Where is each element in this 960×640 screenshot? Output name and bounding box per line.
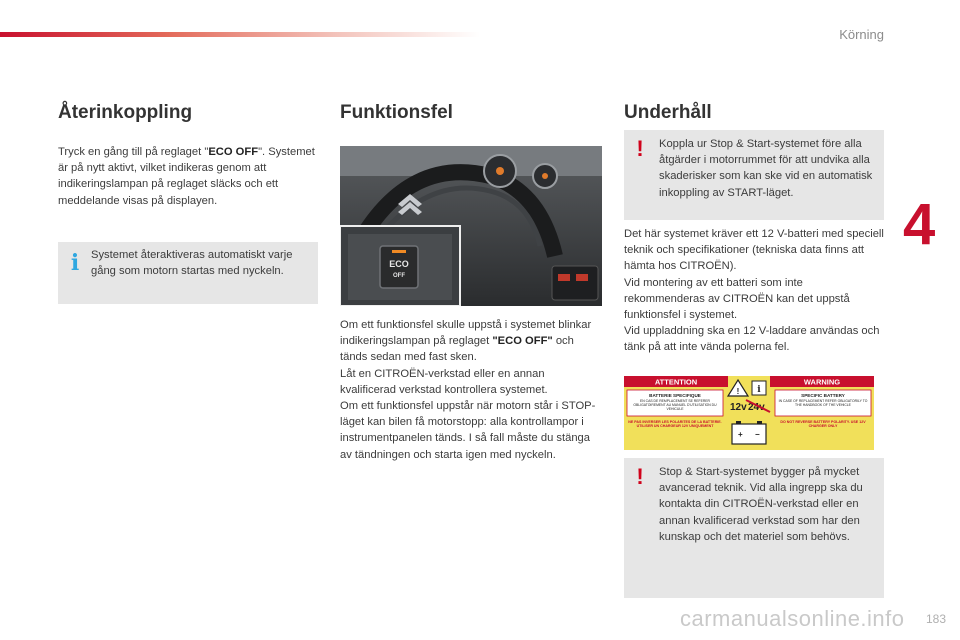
- info-text: Systemet återaktiveras automatiskt varje gång som motorn startas med nyckeln.: [91, 249, 293, 278]
- reconnect-paragraph: Tryck en gång till på reglaget "ECO OFF". Systemet är på nytt aktivt, vilket indikeras genom att indikeringslampan på reglaget släcks och ett meddelande visas på displayen.: [58, 146, 315, 207]
- off-button-text: OFF: [393, 273, 405, 279]
- eco-off-label: ECO OFF: [208, 146, 259, 158]
- dashboard-illustration: [340, 146, 602, 306]
- warning-box-1: [624, 130, 884, 220]
- label-attention: ATTENTION: [654, 377, 698, 387]
- dashboard-photo: [340, 146, 602, 306]
- maintenance-paragraph: Det här systemet kräver ett 12 V-batteri med speciell teknik och specifikationer (tekniska data finns att hämta hos CITROËN). Vid montering av ett batteri som inte rekommenderas av CITROËN kan det uppstå funktionsfel i systemet. Vid uppladdning ska en 12 V-laddare användas och tänk på att inte vända polerna fel.: [624, 228, 884, 354]
- battery-icon: [732, 421, 766, 444]
- section-title-malfunction: Funktionsfel: [340, 102, 453, 123]
- warning-icon: !: [636, 464, 644, 489]
- svg-text:+: +: [738, 430, 743, 439]
- svg-text:SPECIFIC BATTERY: SPECIFIC BATTERY: [801, 393, 845, 398]
- svg-text:i: i: [757, 385, 761, 395]
- eco-button-text: ECO: [389, 259, 409, 269]
- chapter-number: 4: [903, 192, 936, 257]
- manual-book-icon: [752, 381, 766, 395]
- warning-box-2: [624, 458, 884, 598]
- svg-text:BATTERIE SPECIFIQUE: BATTERIE SPECIFIQUE: [649, 393, 701, 398]
- page-number: 183: [925, 612, 946, 626]
- label-12v: 12v: [730, 402, 747, 413]
- battery-label-graphic: ATTENTION WARNING BATTERIE SPECIFIQUE EN CAS DE REMPLACEMENT SE REFERER OBLIGATOIREMENT AU MANUEL D'UTILISATION DU VEHICULE SPECIFIC BATTERY IN CASE OF REPLACEMENT REFER OBLIGATORILY TO THE HANDBOOK OF THE VEHICLE NE PAS INVERSER LES POLARITES DE LA BATTERIE. UTILISER UN CHARGEUR 12V UNIQUEMENT DO NOT REVERSE BATTERY POLARITY. USE 12V CHARGER ONLY ! i 12v 24v + −: [624, 376, 874, 450]
- warning-icon: !: [636, 136, 644, 161]
- header-accent-bar: [0, 32, 480, 37]
- info-icon: i: [70, 250, 80, 276]
- svg-text:!: !: [736, 387, 740, 396]
- svg-text:−: −: [755, 430, 760, 439]
- info-box: [58, 242, 318, 304]
- battery-warning-label: [624, 376, 874, 450]
- section-title-maintenance: Underhåll: [624, 102, 712, 123]
- section-title-reconnect: Återinkoppling: [58, 102, 193, 123]
- label-warning: WARNING: [803, 377, 841, 387]
- warning-text-1: Koppla ur Stop & Start-systemet före alla åtgärder i motorrummet för att undvika alla skaderisker som kan ske vid en automatisk inkoppling av START-läget.: [659, 138, 873, 199]
- label-24v: 24v: [748, 402, 765, 413]
- section-name: Körning: [839, 27, 884, 42]
- malfunction-paragraph: Om ett funktionsfel skulle uppstå i systemet blinkar indikeringslampan på reglaget "ECO OFF" och tänds sedan med fast sken. Låt en CITROËN-verkstad eller en annan kvalificerad verkstad kontrollera systemet. Om ett funktionsfel uppstår när motorn står i STOP-läget kan bilen få motorstopp: alla kontrollampor i instrumentpanelen tänds. I så fall måste du stänga av tändningen och starta igen med nyckeln.: [340, 319, 596, 461]
- watermark: carmanualsonline.info: [680, 606, 905, 631]
- warning-text-2: Stop & Start-systemet bygger på mycket avancerad teknik. Vid alla ingrepp ska du kontakta din CITROËN-verkstad eller en annan kvalificerad verkstad som har den kunskap och det materiel som behövs.: [659, 466, 863, 543]
